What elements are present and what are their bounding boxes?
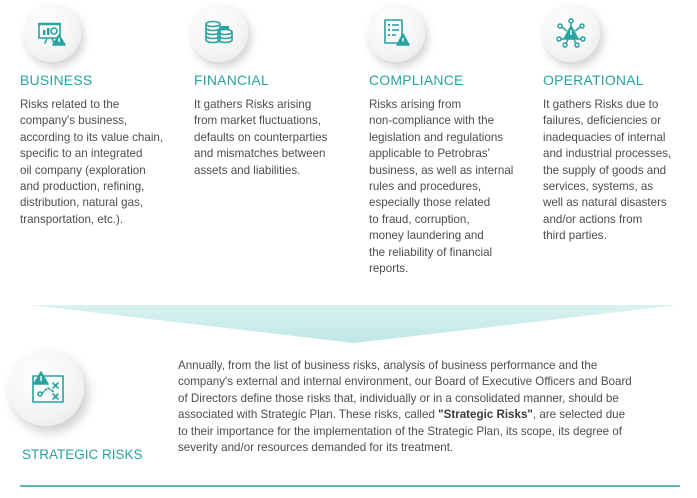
presentation-chart-warning-icon — [23, 4, 81, 62]
strategic-risks-title: STRATEGIC RISKS — [22, 447, 143, 462]
strategy-map-warning-icon — [8, 350, 84, 426]
coin-stack-icon — [190, 4, 248, 62]
business-icon-wrap — [23, 4, 85, 66]
strategic-risks-emphasis: "Strategic Risks" — [438, 408, 533, 422]
strategic-icon-wrap — [8, 350, 88, 430]
compliance-icon-wrap — [367, 4, 429, 66]
column-description: Risks related to the company's business, according to its value chain, specific to an integrated oil company (exploration and production, refining, distribution, natural gas, transportation, etc.). — [20, 98, 164, 226]
column-title: COMPLIANCE — [369, 72, 464, 88]
bottom-divider — [20, 485, 680, 487]
column-description: Risks arising from non-compliance with the legislation and regulations applicable to Petrobras' business, as well as internal rules and procedures, especially those related to fraud, corruption, money laundering and the reliability of financial reports. — [369, 98, 514, 276]
column-title: OPERATIONAL — [543, 72, 644, 88]
financial-icon-wrap — [190, 4, 252, 66]
strategic-risks-description: Annually, from the list of business risks, analysis of business performance and the company's external and internal environment, our Board of Executive Officers and Board of Directors define those risks that, individually or in a consolidated manner, should be associated with Strategic Plan. These risks, called "Strategic Risks", are selected due to their importance for the implementation of the Strategic Plan, its scope, its degree of severity and/or resources demanded for its treatment. — [178, 359, 632, 455]
column-description: It gathers Risks arising from market fluctuations, defaults on counterparties and mismatches between assets and liabilities. — [194, 98, 328, 177]
network-warning-icon — [542, 4, 600, 62]
down-arrow-band — [30, 305, 678, 343]
document-warning-icon — [367, 4, 425, 62]
column-title: FINANCIAL — [194, 72, 269, 88]
column-title: BUSINESS — [20, 72, 93, 88]
operational-icon-wrap — [542, 4, 604, 66]
column-description: It gathers Risks due to failures, deficiencies or inadequacies of internal and industrial processes, the supply of goods and services, systems, as well as natural disasters and/or actions from third parties. — [543, 98, 672, 243]
